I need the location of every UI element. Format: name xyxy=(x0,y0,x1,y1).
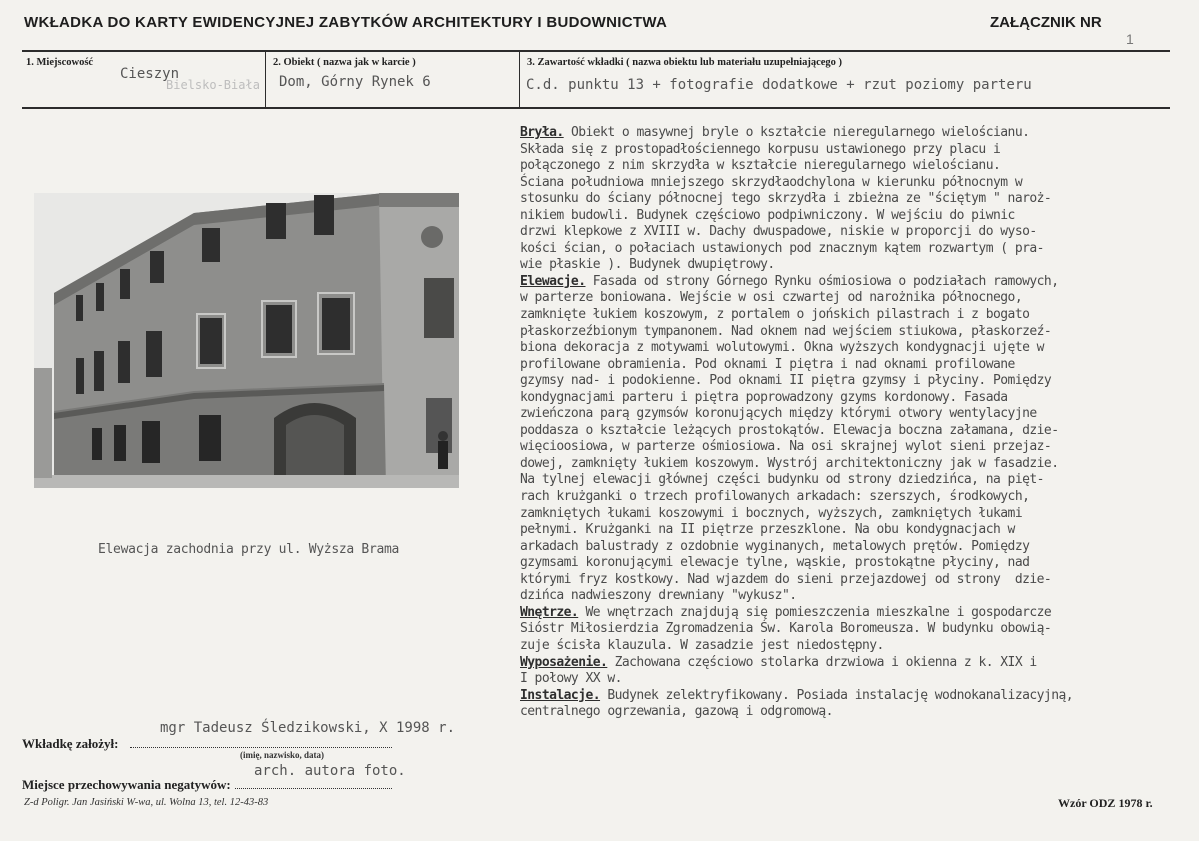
object-label: 2. Obiekt ( nazwa jak w karcie ) xyxy=(273,57,416,68)
section-wyposazenie-heading: Wyposażenie. xyxy=(520,654,608,670)
section-elewacje-line: Fasada od strony Górnego Rynku ośmiosiowa o podziałach ramowych, xyxy=(585,273,1059,289)
section-bryla-line: kości ścian, o połaciach ustawionych pod znacznym kątem rozwartym ( pra- xyxy=(520,240,1044,256)
locality-value: Cieszyn xyxy=(120,66,180,82)
building-photo-drawing xyxy=(34,193,459,488)
section-instalacje xyxy=(520,688,1160,705)
author-note: (imię, nazwisko, data) xyxy=(240,750,324,760)
section-elewacje-line: arkadach balustrady z ozdobnie wyginanych, metalowych prętów. Pomiędzy xyxy=(520,538,1030,554)
section-wyposazenie-line: I połowy XX w. xyxy=(520,671,622,687)
section-wyposazenie-line: Zachowana częściowo stolarka drzwiowa i okienna z k. XIX i xyxy=(607,654,1037,670)
section-wnetrze-heading: Wnętrze. xyxy=(520,604,579,620)
section-elewacje-line: poddasza o kształcie leżących prostokątów. Elewacja boczna załamana, dzie- xyxy=(520,422,1059,438)
attachment-number: 1 xyxy=(1126,31,1134,47)
section-bryla-line: wie płaskie ). Budynek dwupiętrowy. xyxy=(520,257,775,273)
section-elewacje-line: dowej, zamknięty łukiem koszowym. Wystrój architektoniczny jak w fasadzie. xyxy=(520,455,1059,471)
section-elewacje-line: kondygnacjami parteru i piętra poprowadzony gzyms kordonowy. Fasada xyxy=(520,389,1008,405)
form-title: WKŁADKA DO KARTY EWIDENCYJNEJ ZABYTKÓW ARCHITEKTURY I BUDOWNICTWA xyxy=(24,14,668,31)
section-elewacje-line: którymi fryz kostkowy. Nad wjazdem do sieni przejazdowej od strony dzie- xyxy=(520,571,1052,587)
section-elewacje-line: profilowane obramienia. Pod oknami I piętra i nad oknami profilowane xyxy=(520,356,1015,372)
section-bryla-heading: Bryła. xyxy=(520,125,564,140)
section-elewacje-line: w parterze boniowana. Wejście w osi czwartej od narożnika północnego, xyxy=(520,290,1023,306)
section-bryla xyxy=(520,125,1160,142)
section-elewacje-line: zwieńczona parą gzymsów koronujących między którymi otwory wentylacyjne xyxy=(520,406,1037,422)
field-divider-2 xyxy=(519,51,520,107)
header-rule-top xyxy=(22,50,1170,52)
header-rule-bottom xyxy=(22,107,1170,109)
section-wnetrze-line: We wnętrzach znajdują się pomieszczenia mieszkalne i gospodarcze xyxy=(578,604,1052,620)
section-bryla-line: połączonego z nim skrzydła w kształcie nieregularnego wielościanu. xyxy=(520,158,1001,174)
section-instalacje-line: centralnego ogrzewania, gazową i odgromową. xyxy=(520,704,833,720)
section-elewacje-line: biona dekoracja z motywami wolutowymi. Okna wyższych kondygnacji ujęte w xyxy=(520,340,1044,356)
content-label: 3. Zawartość wkładki ( nazwa obiektu lub materiału uzupełniającego ) xyxy=(527,57,843,68)
building-photo xyxy=(34,193,459,488)
section-elewacje-line: rach krużganki o trzech profilowanych arkadach: szerszych, środkowych, xyxy=(520,489,1030,505)
photo-caption: Elewacja zachodnia przy ul. Wyższa Brama xyxy=(98,542,400,557)
locality-faded-value: Bielsko-Biała xyxy=(166,78,260,92)
negatives-value: arch. autora foto. xyxy=(254,763,406,779)
description-text xyxy=(520,125,1160,721)
section-elewacje xyxy=(520,274,1160,291)
section-bryla-line: nikiem budowli. Budynek częściowo podpiwniczony. W wejściu do piwnic xyxy=(520,207,1015,223)
section-elewacje-line: zamknięte łukiem koszowym, z portalem o jońskich pilastrach i z bogato xyxy=(520,307,1030,323)
printer-info: Z-d Poligr. Jan Jasiński W-wa, ul. Wolna 13, tel. 12-43-83 xyxy=(24,797,269,808)
section-elewacje-line: dzińca nadwieszony drewniany "wykusz". xyxy=(520,588,797,604)
field-divider-1 xyxy=(265,51,266,107)
section-bryla-line: Składa się z prostopadłościennego korpusu ustawionego przy placu i xyxy=(520,141,1001,157)
section-bryla-line: Ściana południowa mniejszego skrzydłaodchylona w kierunku północnym w xyxy=(520,174,1023,190)
author-dotted-line xyxy=(130,747,392,748)
negatives-dotted-line xyxy=(235,788,392,789)
section-wnetrze xyxy=(520,605,1160,622)
section-instalacje-line: Budynek zelektryfikowany. Posiada instalację wodnokanalizacyjną, xyxy=(600,687,1074,703)
section-elewacje-line: płaskorzeźbionym tympanonem. Nad oknem nad wejściem stiukowa, płaskorzeź- xyxy=(520,323,1052,339)
section-elewacje-line: Na tylnej elewacji głównej części budynku od strony dziedzińca, na pięt- xyxy=(520,472,1044,488)
section-wnetrze-line: Sióstr Miłosierdzia Zgromadzenia Św. Karola Boromeusza. W budynku obowią- xyxy=(520,621,1052,637)
section-bryla-line: stosunku do ściany północnej tego skrzydła i zbieżna ze "ściętym " naroż- xyxy=(520,191,1052,207)
author-value: mgr Tadeusz Śledzikowski, X 1998 r. xyxy=(160,720,456,736)
section-elewacje-heading: Elewacje. xyxy=(520,273,586,289)
negatives-label: Miejsce przechowywania negatywów: xyxy=(22,777,231,792)
section-bryla-line: drzwi klepkowe z XVIII w. Dachy dwuspadowe, niskie w proporcji do wyso- xyxy=(520,224,1037,240)
object-value: Dom, Górny Rynek 6 xyxy=(279,74,431,90)
section-elewacje-line: pełnymi. Krużganki na II piętrze przeszklone. Na obu kondygnacjach w xyxy=(520,522,1015,538)
section-elewacje-line: gzymsy nad- i podokienne. Pod oknami II piętra gzymsy i płyciny. Pomiędzy xyxy=(520,373,1052,389)
section-wnetrze-line: zuje ścisła klauzula. W zasadzie jest niedostępny. xyxy=(520,637,884,653)
content-value: C.d. punktu 13 + fotografie dodatkowe + rzut poziomy parteru xyxy=(526,77,1032,93)
form-model: Wzór ODZ 1978 r. xyxy=(1058,796,1153,810)
locality-label: 1. Miejscowość xyxy=(26,57,94,68)
section-wyposazenie xyxy=(520,655,1160,672)
section-elewacje-line: gzymsami koronującymi elewacje tylne, wąskie, prostokątne płyciny, nad xyxy=(520,555,1030,571)
attachment-label: ZAŁĄCZNIK NR xyxy=(990,14,1102,31)
author-label: Wkładkę założył: xyxy=(22,736,119,751)
section-instalacje-heading: Instalacje. xyxy=(520,687,601,703)
section-bryla-line: Obiekt o masywnej bryle o kształcie nieregularnego wielościanu. xyxy=(563,125,1030,140)
section-elewacje-line: więcioosiowa, w parterze ośmiosiowa. Na osi skrajnej wylot sieni przejaz- xyxy=(520,439,1052,455)
section-elewacje-line: zamkniętych łukami koszowymi i bocznych, wyższych, zamkniętych łukami xyxy=(520,505,1023,521)
